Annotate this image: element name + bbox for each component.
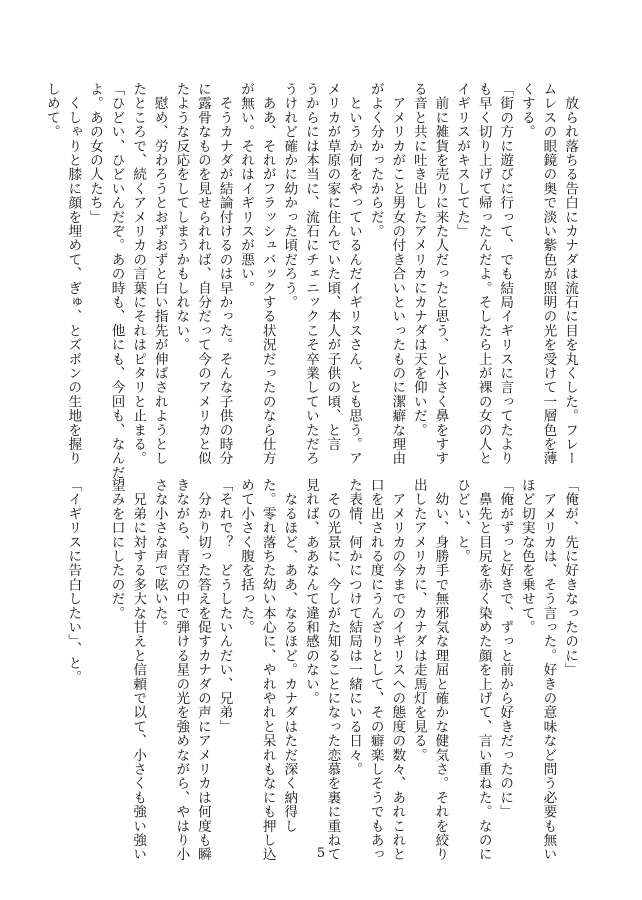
text-column: 見れば、ああなんて違和感のない。 bbox=[302, 478, 319, 706]
text-column: よ。あの女の人たち」 bbox=[86, 82, 103, 224]
text-column: アメリカは、そう言った。好きの意味など問う必要も無い bbox=[540, 478, 557, 862]
text-column: 望みを口にしたのだ。 bbox=[108, 478, 125, 620]
text-column: に露骨なものを見せられれば、自分だって今のアメリカと似 bbox=[194, 82, 211, 466]
text-column: そうカナダが結論付けるのは早かった。そんな子供の時分 bbox=[216, 82, 233, 466]
text-column: さな小さな声で呟いた。 bbox=[151, 478, 168, 635]
text-column: たような反応をしてしまうかもしれない。 bbox=[173, 82, 190, 352]
text-column: くする。 bbox=[518, 82, 535, 139]
text-column: た。零れ落ちた幼い本心に、やれやれと呆れもなにも押し込 bbox=[259, 478, 276, 862]
text-column: 幼い、身勝手で無邪気な理屈と確かな健気さ。それを絞り bbox=[432, 478, 449, 862]
text-column: メリカが草原の家に住んでいた頃、本人が子供の頃、と言 bbox=[324, 82, 341, 452]
text-column: ムレスの眼鏡の奥で淡い紫色が照明の光を受けて一層色を薄 bbox=[540, 82, 557, 466]
lower-text-block bbox=[50, 478, 580, 862]
text-column: 分かり切った答えを促すカナダの声にアメリカは何度も瞬 bbox=[194, 478, 211, 862]
text-column: 鼻先と目尻を赤く染めた顔を上げて、言い重ねた。なのに bbox=[475, 478, 492, 862]
text-column: イギリスがキスしてた」 bbox=[454, 82, 471, 239]
text-column: アメリカがこと男女の付き合いといったものに潔癖な理由 bbox=[389, 82, 406, 466]
text-column: 口を出される度にうんざりとして、その癖楽しそうでもあっ bbox=[367, 478, 384, 862]
text-column: 「イギリスに告白したい」、と。 bbox=[65, 478, 82, 685]
text-column: うけれど確かに幼かった頃だろう。 bbox=[281, 82, 298, 310]
text-column: た表情、何かにつけて結局は一緒にいる日々。 bbox=[346, 478, 363, 777]
text-column: きながら、青空の中で弾ける星の光を強めながら、やはり小 bbox=[173, 478, 190, 862]
text-column: 出したアメリカに、カナダは走馬灯を見る。 bbox=[410, 478, 427, 762]
upper-text-block bbox=[43, 82, 580, 480]
text-column: 放られ落ちる告白にカナダは流石に目を丸くした。フレー bbox=[562, 82, 578, 466]
text-column: がよく分かったからだ。 bbox=[367, 82, 384, 239]
text-column: ひどい、と。 bbox=[454, 478, 471, 564]
text-column: 「俺が、先に好きなったのに」 bbox=[562, 478, 578, 677]
text-column: 「街の方に遊びに行って、でも結局イギリスに言ってたより bbox=[497, 82, 514, 466]
text-column: ああ、それがフラッシュバックする状況だったのなら仕方 bbox=[259, 82, 276, 466]
text-column: なるほど、ああ、なるほど。カナダはただ深く納得し bbox=[281, 478, 298, 833]
page-number: 5 bbox=[316, 846, 326, 861]
text-column: 「俺がずっと好きで、ずっと前から好きだったのに」 bbox=[497, 478, 514, 819]
text-column: ほど切実な色を乗せて。 bbox=[518, 478, 535, 635]
text-column: くしゃりと膝に顔を埋めて、ぎゅ、とズボンの生地を握り bbox=[65, 82, 82, 466]
text-column: というか何をやっているんだイギリスさん、とも思う。ア bbox=[346, 82, 363, 466]
text-column: めて小さく腹を括った。 bbox=[238, 478, 255, 635]
text-column: うからには本当に、流石にチェニックこそ卒業していただろ bbox=[302, 82, 319, 466]
text-column: 「それで？ どうしたいんだい、兄弟」 bbox=[216, 478, 233, 734]
text-column: たところで、続くアメリカの言葉にそれはピタリと止まる。 bbox=[130, 82, 147, 466]
text-column: が無い。それはイギリスが悪い。 bbox=[238, 82, 255, 295]
text-column: アメリカの今までのイギリスへの態度の数々、あれこれと bbox=[389, 478, 406, 862]
text-column bbox=[83, 478, 105, 838]
text-column: その光景に、今しがた知ることになった恋慕を裏に重ねて bbox=[324, 478, 341, 862]
text-column: しめて。 bbox=[43, 82, 60, 139]
text-column: 「ひどい、ひどいんだぞ。あの時も、他にも、今回も、なんだ bbox=[108, 82, 125, 480]
text-column: る音と共に吐き出したアメリカにカナダは天を仰いだ。 bbox=[410, 82, 427, 437]
text-column: 兄弟に対する多大な甘えと信頼で以て、小さくも強い強い bbox=[130, 478, 147, 862]
text-column: も早く切り上げて帰ったんだよ。そしたら上が裸の女の人と bbox=[475, 82, 492, 466]
text-column: 慰め、労わろうとおずおずと白い指先が伸ばされようとし bbox=[151, 82, 168, 466]
text-column: 前に雑貨を売りに来た人だったと思う、と小さく鼻をすす bbox=[432, 82, 449, 466]
